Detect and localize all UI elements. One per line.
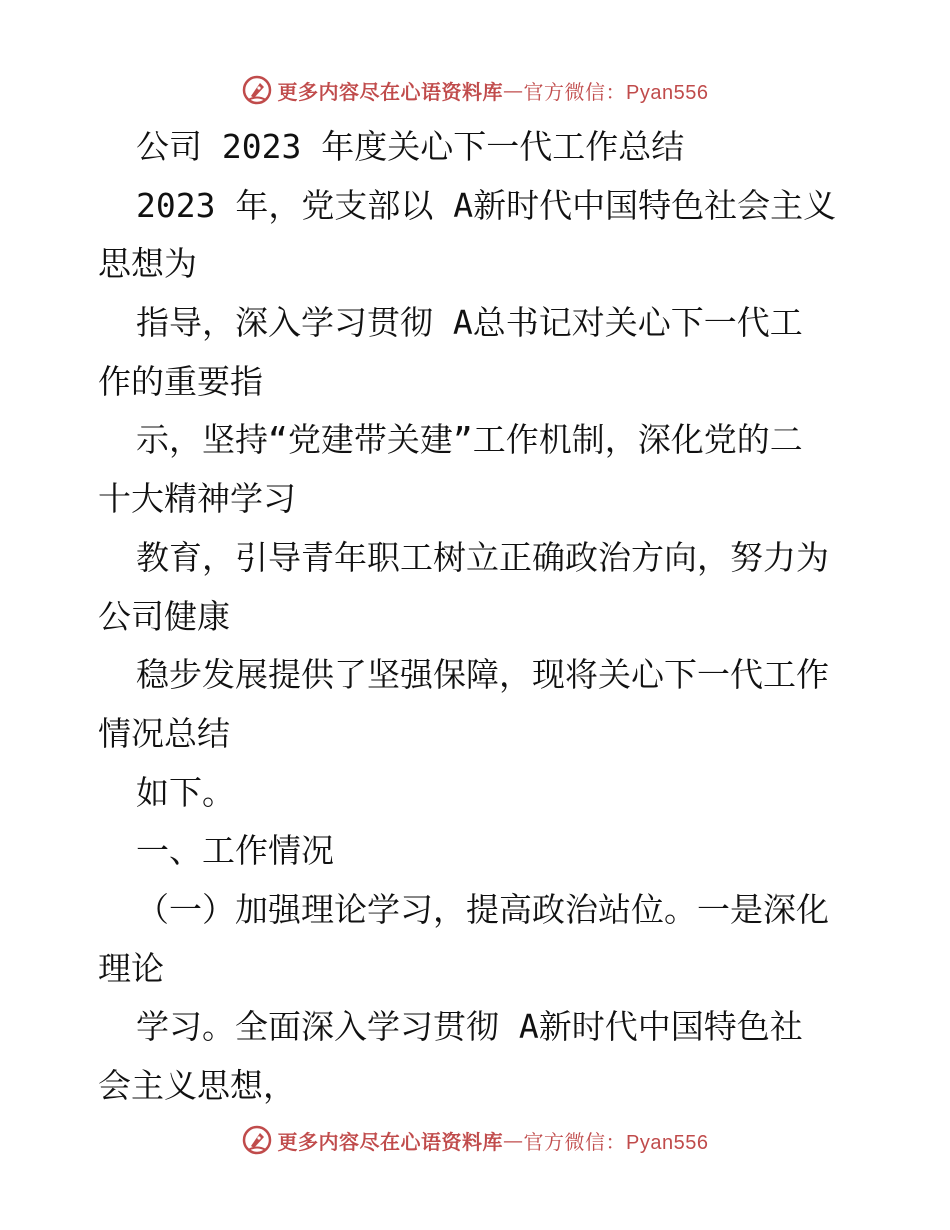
text-line: 十大精神学习	[98, 479, 296, 519]
banner-separator: —	[503, 1128, 524, 1152]
text-line: 作的重要指	[98, 361, 263, 401]
text-line: 情况总结	[98, 713, 230, 753]
pen-nib-logo-icon	[242, 75, 272, 105]
text-line: 公司健康	[98, 596, 230, 636]
pen-nib-logo-icon	[242, 1125, 272, 1155]
text-line: （一）加强理论学习，提高政治站位。一是深化	[136, 889, 829, 929]
text-line: 思想为	[98, 244, 197, 284]
document-body	[98, 118, 858, 1116]
text-line: 学习。全面深入学习贯彻 A新时代中国特色社	[136, 1007, 803, 1047]
text-line: 示，坚持“党建带关建”工作机制，深化党的二	[136, 420, 803, 460]
banner-text: 更多内容尽在心语资料库	[277, 79, 504, 104]
text-line: 教育，引导青年职工树立正确政治方向，努力为	[136, 537, 829, 577]
text-line: 稳步发展提供了坚强保障，现将关心下一代工作	[136, 655, 829, 695]
header-banner	[0, 70, 950, 110]
text-line: 公司 2023 年度关心下一代工作总结	[136, 127, 685, 166]
text-line: 一、工作情况	[136, 831, 334, 871]
text-line: 理论	[98, 948, 164, 988]
text-line: 会主义思想，	[98, 1066, 296, 1105]
banner-wechat: 官方微信：Pyan556	[523, 81, 709, 104]
text-line: 2023 年，党支部以 A新时代中国特色社会主义	[136, 185, 837, 225]
banner-separator: —	[503, 78, 524, 102]
banner-wechat: 官方微信：Pyan556	[523, 1131, 709, 1154]
banner-text: 更多内容尽在心语资料库	[277, 1129, 504, 1154]
text-line: 指导，深入学习贯彻 A总书记对关心下一代工	[136, 303, 803, 343]
footer-banner	[0, 1120, 950, 1160]
text-line: 如下。	[136, 772, 235, 812]
